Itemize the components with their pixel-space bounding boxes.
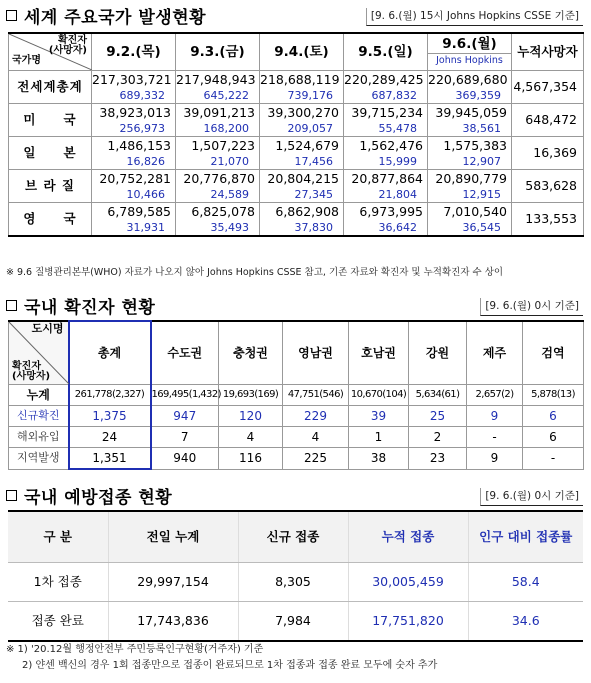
domestic-cell: 23 [409, 448, 467, 470]
domestic-cell: 1,351 [69, 448, 151, 470]
vacc-note-2: 2) 얀센 백신의 경우 1회 접종만으로 접종이 완료되므로 1차 접종과 접종 완료 모두에 숫자 추가 [22, 660, 438, 671]
domestic-diag-top-label: 도시명 [31, 322, 64, 335]
vacc-cum: 30,005,459 [348, 563, 468, 602]
vaccination-table [8, 510, 583, 642]
world-cell [176, 104, 260, 137]
vacc-header: 전일 누계 [108, 511, 238, 563]
vacc-new: 8,305 [238, 563, 348, 602]
square-bullet-icon [6, 490, 17, 501]
domestic-row [9, 427, 584, 448]
jh-tag: Johns Hopkins [428, 53, 511, 68]
deaths-value: 687,832 [371, 89, 417, 102]
world-row [9, 71, 584, 104]
total-deaths: 583,628 [512, 170, 584, 203]
deaths-value: 256,973 [119, 122, 165, 135]
world-cell [260, 137, 344, 170]
cases-value: 39,715,234 [351, 105, 423, 120]
world-cell [92, 170, 176, 203]
cases-value: 39,300,270 [267, 105, 339, 120]
domestic-cell: - [467, 427, 523, 448]
domestic-cell: - [523, 448, 584, 470]
vacc-header: 인구 대비 접종률 [468, 511, 583, 563]
section-title-domestic: 국내 확진자 현황 [6, 294, 155, 316]
vacc-row [8, 602, 583, 642]
domestic-cell: 10,670(104) [349, 385, 409, 406]
square-bullet-icon [6, 300, 17, 311]
vacc-prev: 29,997,154 [108, 563, 238, 602]
vacc-rate: 34.6 [468, 602, 583, 642]
world-row [9, 104, 584, 137]
cases-value: 6,862,908 [275, 204, 339, 219]
vacc-note-1: ※ 1) '20.12월 행정안전부 주민등록인구현황(거주자) 기준 [6, 644, 264, 655]
world-cell [176, 203, 260, 237]
domestic-header-region: 수도권 [151, 321, 219, 385]
domestic-table [8, 320, 584, 470]
vacc-prev: 17,743,836 [108, 602, 238, 642]
domestic-cell: 947 [151, 406, 219, 427]
domestic-cell: 2,657(2) [467, 385, 523, 406]
total-deaths: 4,567,354 [512, 71, 584, 104]
section-title-vaccination: 국내 예방접종 현황 [6, 484, 172, 506]
domestic-header-region: 강원 [409, 321, 467, 385]
world-cell [428, 170, 512, 203]
world-table [8, 32, 584, 237]
world-footnote: ※ 9.6 질병관리본부(WHO) 자료가 나오지 않아 Johns Hopkins CSSE 참고, 기존 자료와 확진자 및 누적확진자 수 상이 [6, 267, 504, 278]
world-header-diagonal [9, 33, 92, 71]
cases-value: 1,486,153 [107, 138, 171, 153]
cases-value: 7,010,540 [443, 204, 507, 219]
domestic-cell: 120 [219, 406, 283, 427]
deaths-value: 31,931 [126, 221, 165, 234]
world-cell [92, 137, 176, 170]
domestic-reference: [9. 6.(월) 0시 기준] [480, 298, 583, 316]
domestic-cell: 4 [219, 427, 283, 448]
deaths-value: 35,493 [210, 221, 249, 234]
deaths-value: 21,804 [378, 188, 417, 201]
deaths-value: 369,359 [455, 89, 501, 102]
domestic-row [9, 448, 584, 470]
deaths-value: 16,826 [126, 155, 165, 168]
world-date-header: 9.3.(금) [176, 33, 260, 71]
world-date-header: 9.5.(일) [344, 33, 428, 71]
cases-value: 20,776,870 [183, 171, 255, 186]
cases-value: 39,091,213 [183, 105, 255, 120]
vacc-new: 7,984 [238, 602, 348, 642]
world-cell [428, 203, 512, 237]
domestic-header-total: 총계 [69, 321, 151, 385]
domestic-cell: 47,751(546) [283, 385, 349, 406]
world-date-header-latest: 9.6.(월) Johns Hopkins [428, 33, 512, 71]
country-name: 미 국 [9, 104, 92, 137]
domestic-cell: 5,878(13) [523, 385, 584, 406]
world-cell [344, 137, 428, 170]
domestic-header-region: 충청권 [219, 321, 283, 385]
domestic-cell: 19,693(169) [219, 385, 283, 406]
domestic-cell: 39 [349, 406, 409, 427]
world-cell [92, 104, 176, 137]
world-cell [344, 104, 428, 137]
domestic-cell: 6 [523, 406, 584, 427]
cases-value: 220,289,425 [344, 72, 424, 87]
world-reference: [9. 6.(월) 15시 Johns Hopkins CSSE 기준] [366, 8, 583, 26]
world-diag-top-label: 확진자 (사망자) [48, 35, 87, 56]
cases-value: 20,890,779 [435, 171, 507, 186]
world-cell [176, 170, 260, 203]
deaths-value: 209,057 [287, 122, 333, 135]
world-cell [92, 71, 176, 104]
world-date-header: 9.2.(목) [92, 33, 176, 71]
domestic-cell: 9 [467, 406, 523, 427]
domestic-cell: 9 [467, 448, 523, 470]
world-row [9, 137, 584, 170]
world-cell [92, 203, 176, 237]
world-cell [260, 104, 344, 137]
world-cell [260, 71, 344, 104]
cases-value: 1,524,679 [275, 138, 339, 153]
deaths-value: 10,466 [126, 188, 165, 201]
domestic-cell: 940 [151, 448, 219, 470]
total-deaths: 648,472 [512, 104, 584, 137]
total-deaths: 16,369 [512, 137, 584, 170]
deaths-value: 12,907 [462, 155, 501, 168]
domestic-cell: 229 [283, 406, 349, 427]
domestic-cell: 169,495(1,432) [151, 385, 219, 406]
cases-value: 6,973,995 [359, 204, 423, 219]
square-bullet-icon [6, 10, 17, 21]
domestic-cell: 4 [283, 427, 349, 448]
cases-value: 6,789,585 [107, 204, 171, 219]
total-deaths: 133,553 [512, 203, 584, 237]
vacc-header: 누적 접종 [348, 511, 468, 563]
cases-value: 1,507,223 [191, 138, 255, 153]
vacc-row [8, 563, 583, 602]
world-cell [344, 203, 428, 237]
vacc-cum: 17,751,820 [348, 602, 468, 642]
country-name: 일 본 [9, 137, 92, 170]
deaths-value: 168,200 [203, 122, 249, 135]
world-cell [428, 71, 512, 104]
cases-value: 217,303,721 [92, 72, 172, 87]
cases-value: 20,804,215 [267, 171, 339, 186]
world-diag-bottom-label: 국가명 [12, 55, 41, 66]
deaths-value: 645,222 [203, 89, 249, 102]
country-name: 영 국 [9, 203, 92, 237]
domestic-cell: 1 [349, 427, 409, 448]
deaths-value: 689,332 [119, 89, 165, 102]
domestic-cell: 116 [219, 448, 283, 470]
cases-value: 1,575,383 [443, 138, 507, 153]
domestic-cell: 2 [409, 427, 467, 448]
deaths-value: 36,642 [378, 221, 417, 234]
world-cell [344, 170, 428, 203]
deaths-value: 37,830 [294, 221, 333, 234]
domestic-cell: 5,634(61) [409, 385, 467, 406]
cases-value: 20,877,864 [351, 171, 423, 186]
domestic-cell: 25 [409, 406, 467, 427]
domestic-cell: 1,375 [69, 406, 151, 427]
country-name: 브 라 질 [9, 170, 92, 203]
cases-value: 218,688,119 [260, 72, 340, 87]
cases-value: 20,752,281 [99, 171, 171, 186]
domestic-row [9, 385, 584, 406]
world-cell [176, 137, 260, 170]
section-title-world: 세계 주요국가 발생현황 [6, 4, 206, 26]
deaths-value: 21,070 [210, 155, 249, 168]
domestic-row [9, 406, 584, 427]
world-cell [428, 104, 512, 137]
domestic-cell: 6 [523, 427, 584, 448]
domestic-row-label: 지역발생 [9, 448, 69, 470]
cases-value: 1,562,476 [359, 138, 423, 153]
deaths-value: 17,456 [294, 155, 333, 168]
domestic-cell: 24 [69, 427, 151, 448]
domestic-row-label: 누계 [9, 385, 69, 406]
domestic-row-label: 신규확진 [9, 406, 69, 427]
world-cell [344, 71, 428, 104]
world-total-header: 누적사망자 [512, 33, 584, 71]
domestic-header-diagonal [9, 321, 69, 385]
country-name: 전세계총계 [9, 71, 92, 104]
cases-value: 220,689,680 [428, 72, 508, 87]
domestic-cell: 225 [283, 448, 349, 470]
vacc-rate: 58.4 [468, 563, 583, 602]
world-row [9, 170, 584, 203]
world-cell [176, 71, 260, 104]
cases-value: 217,948,943 [176, 72, 256, 87]
domestic-header-region: 영남권 [283, 321, 349, 385]
deaths-value: 38,561 [462, 122, 501, 135]
deaths-value: 739,176 [287, 89, 333, 102]
world-cell [428, 137, 512, 170]
domestic-cell: 7 [151, 427, 219, 448]
domestic-header-region: 호남권 [349, 321, 409, 385]
vaccination-reference: [9. 6.(월) 0시 기준] [480, 488, 583, 506]
deaths-value: 55,478 [378, 122, 417, 135]
cases-value: 6,825,078 [191, 204, 255, 219]
domestic-header-region: 제주 [467, 321, 523, 385]
deaths-value: 24,589 [210, 188, 249, 201]
domestic-cell: 38 [349, 448, 409, 470]
vacc-row-label: 1차 접종 [8, 563, 108, 602]
vacc-header: 신규 접종 [238, 511, 348, 563]
world-row [9, 203, 584, 237]
deaths-value: 36,545 [462, 221, 501, 234]
vacc-header: 구 분 [8, 511, 108, 563]
vacc-row-label: 접종 완료 [8, 602, 108, 642]
domestic-row-label: 해외유입 [9, 427, 69, 448]
world-cell [260, 203, 344, 237]
domestic-diag-bottom-label: 확진자 (사망자) [12, 361, 51, 382]
cases-value: 39,945,059 [435, 105, 507, 120]
domestic-header-region: 검역 [523, 321, 584, 385]
deaths-value: 12,915 [462, 188, 501, 201]
domestic-cell: 261,778(2,327) [69, 385, 151, 406]
deaths-value: 27,345 [294, 188, 333, 201]
deaths-value: 15,999 [378, 155, 417, 168]
world-date-header: 9.4.(토) [260, 33, 344, 71]
cases-value: 38,923,013 [99, 105, 171, 120]
world-cell [260, 170, 344, 203]
